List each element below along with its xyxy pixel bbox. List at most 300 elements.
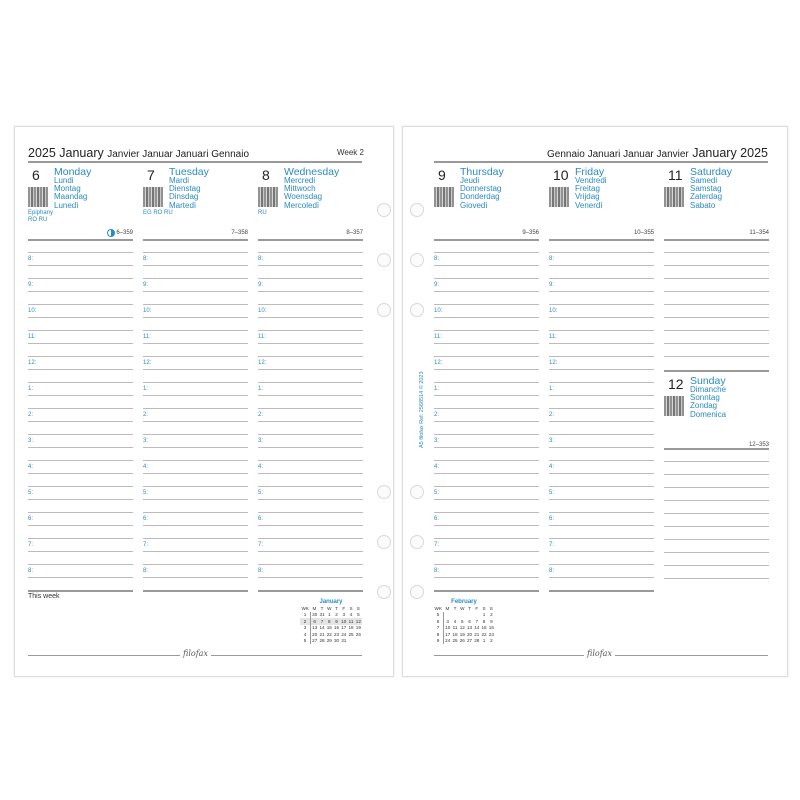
writing-line[interactable] [258, 577, 363, 578]
writing-line[interactable] [664, 278, 769, 279]
day-name [460, 167, 504, 210]
writing-line[interactable] [434, 382, 539, 383]
writing-line[interactable] [258, 395, 363, 396]
date-cell: 3 [342, 612, 346, 618]
week-number: 5 [300, 638, 310, 645]
date-cell: 31 [319, 612, 325, 618]
hour-label: 7: [549, 542, 555, 548]
writing-line[interactable] [434, 486, 539, 487]
writing-line[interactable] [664, 526, 769, 527]
day-name-translation: Dimanche [690, 385, 727, 394]
day-divider [664, 448, 769, 450]
week-label: Week 2 [337, 148, 364, 157]
writing-line[interactable] [28, 330, 133, 331]
writing-line[interactable] [664, 565, 769, 566]
hour-label: 7: [434, 542, 440, 548]
writing-line[interactable] [434, 577, 539, 578]
day-name-label: Tuesday [169, 166, 209, 178]
mini-calendar-grid [433, 605, 495, 644]
qr-code-icon [664, 396, 684, 416]
hour-label: 3: [28, 438, 34, 444]
date-cell: 7 [318, 618, 325, 625]
writing-line[interactable] [434, 460, 539, 461]
writing-line[interactable] [434, 317, 539, 318]
day-bottom-line [434, 590, 539, 592]
writing-line[interactable] [258, 369, 363, 370]
hour-label: 8: [434, 256, 440, 262]
day-divider [549, 239, 654, 241]
writing-line[interactable] [143, 252, 248, 253]
day-bottom-line [258, 590, 363, 592]
month-title: 2025 January [28, 146, 104, 160]
writing-line[interactable] [258, 304, 363, 305]
date-cell: 16 [334, 625, 340, 631]
writing-line[interactable] [28, 278, 133, 279]
date-cell: 1 [482, 612, 486, 618]
date-cell: 14 [319, 625, 325, 631]
hour-label: 3: [143, 438, 149, 444]
day-bottom-line [549, 590, 654, 592]
date-cell: 11 [452, 625, 458, 631]
weekday-header: S [356, 605, 360, 611]
writing-line[interactable] [549, 538, 654, 539]
writing-line[interactable] [143, 486, 248, 487]
writing-line[interactable] [434, 525, 539, 526]
writing-line[interactable] [143, 551, 248, 552]
writing-line[interactable] [434, 538, 539, 539]
writing-line[interactable] [664, 461, 769, 462]
writing-line[interactable] [143, 265, 248, 266]
writing-line[interactable] [143, 473, 248, 474]
writing-line[interactable] [434, 252, 539, 253]
hour-label: 7: [258, 542, 264, 548]
writing-line[interactable] [664, 513, 769, 514]
weekday-header: M [312, 605, 317, 611]
hour-label: 12: [28, 360, 37, 366]
writing-line[interactable] [143, 564, 248, 565]
hour-label: 9: [28, 282, 34, 288]
writing-line[interactable] [549, 434, 654, 435]
writing-line[interactable] [28, 291, 133, 292]
hour-label: 8: [258, 256, 264, 262]
date-cell: 4 [349, 612, 353, 618]
week-number: 8 [433, 631, 443, 638]
writing-line[interactable] [143, 356, 248, 357]
hour-label: 3: [258, 438, 264, 444]
writing-line[interactable] [549, 304, 654, 305]
writing-line[interactable] [549, 512, 654, 513]
hour-label: 10: [549, 308, 558, 314]
hour-label: 11: [434, 334, 442, 340]
writing-line[interactable] [258, 291, 363, 292]
date-cell [347, 638, 354, 645]
binder-hole [377, 253, 391, 267]
writing-line[interactable] [28, 304, 133, 305]
this-week-label: This week [28, 593, 60, 600]
binder-hole [410, 303, 424, 317]
binder-hole [410, 485, 424, 499]
writing-line[interactable] [664, 578, 769, 579]
writing-line[interactable] [434, 343, 539, 344]
writing-line[interactable] [28, 343, 133, 344]
date-cell: 2 [335, 612, 338, 618]
hour-label: 7: [28, 542, 34, 548]
writing-line[interactable] [664, 291, 769, 292]
writing-line[interactable] [28, 356, 133, 357]
writing-line[interactable] [143, 291, 248, 292]
binder-hole [410, 585, 424, 599]
date-cell: 19 [459, 631, 465, 637]
day-name [284, 167, 339, 210]
hour-label: 11: [549, 334, 557, 340]
writing-line[interactable] [549, 525, 654, 526]
writing-line[interactable] [434, 564, 539, 565]
writing-line[interactable] [664, 252, 769, 253]
writing-line[interactable] [434, 369, 539, 370]
writing-line[interactable] [258, 278, 363, 279]
writing-line[interactable] [143, 577, 248, 578]
weekday-header: S [482, 605, 486, 611]
day-name-translation: Mittwoch [284, 184, 316, 194]
writing-line[interactable] [664, 343, 769, 344]
writing-line[interactable] [549, 291, 654, 292]
writing-line[interactable] [143, 421, 248, 422]
date-cell: 20 [467, 631, 473, 637]
mini-calendar-week [300, 638, 362, 645]
writing-line[interactable] [258, 421, 363, 422]
writing-line[interactable] [434, 278, 539, 279]
day-name-translation: Sabato [690, 200, 716, 210]
day-number: 8 [262, 167, 270, 183]
writing-line[interactable] [28, 447, 133, 448]
date-cell: 27 [312, 638, 318, 644]
writing-line[interactable] [258, 447, 363, 448]
hour-label: 12: [143, 360, 152, 366]
writing-line[interactable] [549, 499, 654, 500]
hour-label: 8: [28, 568, 34, 574]
date-cell [355, 638, 362, 645]
day-name-translation: Dienstag [169, 184, 201, 194]
hour-label: 1: [28, 386, 34, 392]
writing-line[interactable] [664, 500, 769, 501]
spine-reference: A5 filofax Ref: 2568514 © 2023 [419, 371, 425, 448]
hour-label: 6: [28, 516, 34, 522]
writing-line[interactable] [549, 317, 654, 318]
writing-line[interactable] [28, 265, 133, 266]
writing-line[interactable] [434, 512, 539, 513]
writing-line[interactable] [258, 343, 363, 344]
writing-line[interactable] [28, 577, 133, 578]
writing-line[interactable] [664, 487, 769, 488]
writing-line[interactable] [143, 317, 248, 318]
writing-line[interactable] [28, 395, 133, 396]
binder-hole [410, 535, 424, 549]
writing-line[interactable] [28, 252, 133, 253]
writing-line[interactable] [258, 512, 363, 513]
writing-line[interactable] [28, 434, 133, 435]
hour-label: 1: [549, 386, 555, 392]
writing-line[interactable] [28, 486, 133, 487]
writing-line[interactable] [258, 252, 363, 253]
date-cell: 22 [481, 631, 487, 637]
date-cell: 18 [452, 631, 458, 637]
date-cell: 28 [474, 638, 480, 644]
date-cell: 28 [319, 638, 325, 644]
hour-label: 11: [143, 334, 151, 340]
writing-line[interactable] [143, 382, 248, 383]
date-cell: 2 [490, 612, 493, 618]
hour-label: 11: [258, 334, 266, 340]
writing-line[interactable] [28, 499, 133, 500]
writing-line[interactable] [258, 356, 363, 357]
day-name-label: Wednesday [284, 166, 340, 178]
writing-line[interactable] [258, 408, 363, 409]
day-number: 12 [668, 376, 684, 392]
writing-line[interactable] [143, 460, 248, 461]
writing-line[interactable] [434, 291, 539, 292]
weekday-header: M [445, 605, 450, 611]
writing-line[interactable] [434, 408, 539, 409]
hour-label: 12: [434, 360, 443, 366]
writing-line[interactable] [434, 447, 539, 448]
writing-line[interactable] [143, 343, 248, 344]
writing-line[interactable] [143, 408, 248, 409]
date-cell: 3 [446, 618, 449, 624]
hour-label: 8: [549, 256, 555, 262]
writing-line[interactable] [143, 278, 248, 279]
writing-line[interactable] [549, 486, 654, 487]
writing-line[interactable] [549, 447, 654, 448]
writing-line[interactable] [143, 330, 248, 331]
day-name-translation: Dinsdag [169, 192, 199, 202]
writing-line[interactable] [549, 551, 654, 552]
date-cell: 8 [326, 618, 333, 625]
date-cell: 19 [355, 625, 361, 631]
writing-line[interactable] [258, 460, 363, 461]
writing-line[interactable] [549, 252, 654, 253]
hour-label: 2: [434, 412, 440, 418]
date-cell: 29 [326, 638, 332, 644]
writing-line[interactable] [434, 551, 539, 552]
writing-line[interactable] [664, 317, 769, 318]
day-name-translation: Venerdì [575, 200, 603, 210]
binder-hole [377, 485, 391, 499]
day-name-translation: Martedì [169, 200, 197, 210]
writing-line[interactable] [434, 395, 539, 396]
holiday-note: Epiphany RO RU [28, 210, 54, 223]
writing-line[interactable] [434, 499, 539, 500]
weekday-header: W [327, 605, 332, 611]
binder-hole [410, 203, 424, 217]
holiday-note: RU [258, 210, 267, 216]
date-cell: 13 [467, 625, 473, 631]
week-number: 6 [433, 618, 443, 625]
writing-line[interactable] [258, 434, 363, 435]
writing-line[interactable] [549, 369, 654, 370]
date-cell: 4 [453, 618, 457, 624]
binder-hole [410, 253, 424, 267]
writing-line[interactable] [664, 552, 769, 553]
day-bottom-line [28, 590, 133, 592]
hour-label: 5: [143, 490, 149, 496]
day-name-translation: Mardi [169, 176, 190, 185]
sunday-divider [664, 370, 769, 372]
writing-line[interactable] [664, 330, 769, 331]
hour-label: 5: [258, 490, 264, 496]
day-name [575, 167, 607, 210]
hour-label: 3: [434, 438, 440, 444]
day-name-translation: Donderdag [460, 192, 500, 202]
writing-line[interactable] [28, 421, 133, 422]
day-name-translation: Domenica [690, 409, 727, 419]
date-cell: 9 [490, 618, 493, 624]
writing-line[interactable] [143, 447, 248, 448]
writing-line[interactable] [28, 408, 133, 409]
writing-line[interactable] [258, 525, 363, 526]
writing-line[interactable] [434, 330, 539, 331]
writing-line[interactable] [143, 395, 248, 396]
writing-line[interactable] [28, 317, 133, 318]
writing-line[interactable] [549, 343, 654, 344]
writing-line[interactable] [549, 265, 654, 266]
writing-line[interactable] [664, 356, 769, 357]
writing-line[interactable] [434, 304, 539, 305]
week-number: 9 [433, 638, 443, 645]
date-cell: 2 [490, 638, 493, 644]
writing-line[interactable] [28, 512, 133, 513]
writing-line[interactable] [28, 564, 133, 565]
writing-line[interactable] [664, 474, 769, 475]
hour-label: 4: [434, 464, 440, 470]
writing-line[interactable] [28, 538, 133, 539]
date-cell: 17 [341, 625, 347, 631]
writing-line[interactable] [28, 460, 133, 461]
day-number: 6 [32, 167, 40, 183]
writing-line[interactable] [549, 460, 654, 461]
writing-line[interactable] [258, 499, 363, 500]
qr-code-icon [28, 187, 48, 207]
date-cell: 14 [474, 625, 480, 631]
date-cell: 30 [334, 638, 340, 644]
writing-line[interactable] [664, 265, 769, 266]
writing-line[interactable] [28, 551, 133, 552]
writing-line[interactable] [549, 577, 654, 578]
writing-line[interactable] [434, 473, 539, 474]
writing-line[interactable] [143, 499, 248, 500]
writing-line[interactable] [549, 421, 654, 422]
date-cell: 20 [312, 631, 318, 637]
date-cell: 22 [326, 631, 332, 637]
writing-line[interactable] [549, 395, 654, 396]
writing-line[interactable] [258, 330, 363, 331]
writing-line[interactable] [143, 304, 248, 305]
writing-line[interactable] [549, 564, 654, 565]
writing-line[interactable] [143, 434, 248, 435]
writing-line[interactable] [258, 317, 363, 318]
writing-line[interactable] [434, 434, 539, 435]
writing-line[interactable] [28, 473, 133, 474]
writing-line[interactable] [549, 382, 654, 383]
date-cell: 5 [357, 612, 360, 618]
writing-line[interactable] [549, 473, 654, 474]
writing-line[interactable] [258, 486, 363, 487]
writing-line[interactable] [28, 525, 133, 526]
writing-line[interactable] [258, 473, 363, 474]
hour-label: 10: [258, 308, 267, 314]
binder-hole [377, 303, 391, 317]
hour-label: 1: [143, 386, 149, 392]
writing-line[interactable] [28, 382, 133, 383]
writing-line[interactable] [434, 421, 539, 422]
binder-hole [377, 585, 391, 599]
date-cell: 8 [482, 618, 486, 624]
weekday-header: T [335, 605, 338, 611]
weekday-header: S [349, 605, 353, 611]
moon-phase-icon [107, 229, 115, 237]
day-name-label: Saturday [690, 166, 733, 178]
weekday-header: T [468, 605, 471, 611]
date-cell: 15 [481, 625, 487, 631]
writing-line[interactable] [258, 265, 363, 266]
writing-line[interactable] [664, 304, 769, 305]
month-title-right: January 2025 [692, 146, 768, 160]
writing-line[interactable] [258, 564, 363, 565]
binder-hole [377, 535, 391, 549]
date-cell: 26 [355, 631, 361, 637]
hour-label: 9: [549, 282, 555, 288]
filofax-logo-right: filofax [584, 649, 615, 658]
writing-line[interactable] [143, 512, 248, 513]
hour-label: 6: [434, 516, 440, 522]
writing-line[interactable] [549, 278, 654, 279]
mini-calendar-title: January [319, 599, 343, 605]
writing-line[interactable] [434, 265, 539, 266]
date-cell: 13 [312, 625, 318, 631]
writing-line[interactable] [434, 356, 539, 357]
writing-line[interactable] [28, 369, 133, 370]
day-number: 11 [668, 167, 683, 183]
writing-line[interactable] [143, 525, 248, 526]
writing-line[interactable] [549, 330, 654, 331]
writing-line[interactable] [258, 551, 363, 552]
day-name-label: Sunday [690, 375, 726, 387]
hour-label: 7: [143, 542, 149, 548]
writing-line[interactable] [143, 538, 248, 539]
hour-label: 12: [549, 360, 558, 366]
hour-label: 6: [258, 516, 264, 522]
day-of-year: 10–355 [633, 230, 654, 236]
writing-line[interactable] [258, 538, 363, 539]
day-name-translation: Jeudi [460, 176, 480, 185]
writing-line[interactable] [549, 356, 654, 357]
day-divider [434, 239, 539, 241]
writing-line[interactable] [664, 539, 769, 540]
date-cell: 5 [461, 618, 464, 624]
hour-label: 5: [549, 490, 555, 496]
day-name-translation: Vrijdag [575, 192, 600, 202]
date-cell: 12 [459, 625, 465, 631]
writing-line[interactable] [143, 369, 248, 370]
day-name-translation: Mercredi [284, 176, 316, 185]
writing-line[interactable] [549, 408, 654, 409]
day-divider [28, 239, 133, 241]
hour-label: 9: [434, 282, 440, 288]
hour-label: 1: [434, 386, 440, 392]
day-name [54, 167, 91, 210]
hour-label: 8: [143, 568, 149, 574]
writing-line[interactable] [258, 382, 363, 383]
week-number: 4 [300, 631, 310, 638]
